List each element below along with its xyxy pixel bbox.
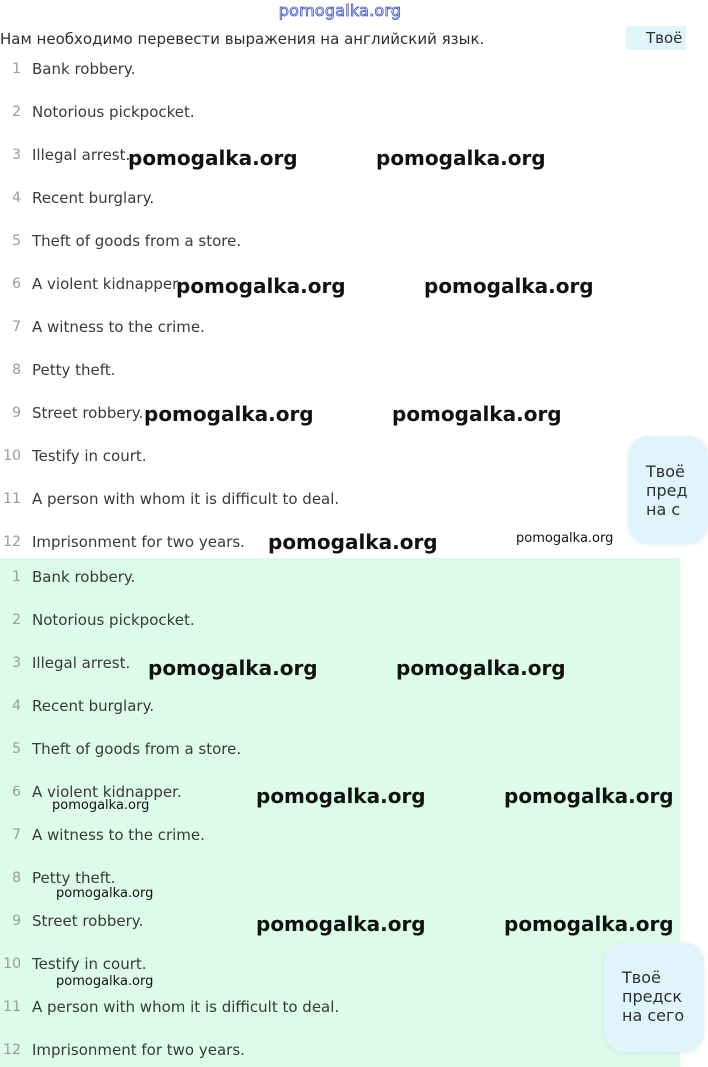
item-number: 8 <box>12 362 21 378</box>
item-text: Theft of goods from a store. <box>32 740 242 758</box>
watermark-text: pomogalka.org <box>268 530 438 554</box>
side-promo-tab[interactable]: Твоё <box>626 26 686 50</box>
horoscope-promo-card[interactable] <box>604 942 704 1052</box>
promo-line: Твоё <box>622 968 661 987</box>
item-text: Notorious pickpocket. <box>32 611 195 629</box>
item-text: A violent kidnapper. <box>32 783 182 801</box>
item-number: 3 <box>12 147 21 163</box>
item-text: Theft of goods from a store. <box>32 232 242 250</box>
item-number: 12 <box>3 534 21 550</box>
item-number: 6 <box>12 276 21 292</box>
item-number: 2 <box>12 612 21 628</box>
promo-line: Твоё <box>646 462 685 481</box>
item-text: A person with whom it is difficult to deal. <box>32 998 340 1016</box>
item-number: 12 <box>3 1042 21 1058</box>
item-text: Street robbery. <box>32 912 144 930</box>
item-text: Testify in court. <box>32 955 147 973</box>
watermark-text: pomogalka.org <box>256 912 426 936</box>
item-text: Petty theft. <box>32 869 116 887</box>
watermark-text: pomogalka.org <box>144 402 314 426</box>
watermark-text: pomogalka.org <box>504 784 674 808</box>
item-text: Recent burglary. <box>32 697 155 715</box>
item-text: Recent burglary. <box>32 189 155 207</box>
item-number: 6 <box>12 784 21 800</box>
watermark-text: pomogalka.org <box>396 656 566 680</box>
item-number: 8 <box>12 870 21 886</box>
watermark-text: pomogalka.org <box>376 146 546 170</box>
item-number: 3 <box>12 655 21 671</box>
item-text: Imprisonment for two years. <box>32 1041 245 1059</box>
task-instruction: Нам необходимо перевести выражения на английский язык. <box>0 30 485 48</box>
watermark-text: pomogalka.org <box>148 656 318 680</box>
item-text: Illegal arrest. <box>32 146 131 164</box>
item-text: Street robbery. <box>32 404 144 422</box>
item-number: 5 <box>12 233 21 249</box>
promo-line: пред <box>646 481 688 500</box>
item-text: Imprisonment for two years. <box>32 533 245 551</box>
watermark-text: pomogalka.org <box>52 798 150 813</box>
watermark-text: pomogalka.org <box>256 784 426 808</box>
item-number: 10 <box>3 448 21 464</box>
watermark-text: pomogalka.org <box>392 402 562 426</box>
watermark-text: pomogalka.org <box>516 531 614 546</box>
promo-line: на сего <box>622 1006 685 1025</box>
watermark-text: pomogalka.org <box>56 886 154 901</box>
item-number: 10 <box>3 956 21 972</box>
item-text: Testify in court. <box>32 447 147 465</box>
watermark-text: pomogalka.org <box>176 274 346 298</box>
item-number: 2 <box>12 104 21 120</box>
item-number: 5 <box>12 741 21 757</box>
item-number: 1 <box>12 569 21 585</box>
top-watermark: pomogalka.org <box>278 1 402 20</box>
item-text: Bank robbery. <box>32 60 136 78</box>
item-number: 11 <box>3 491 21 507</box>
item-text: A witness to the crime. <box>32 318 205 336</box>
horoscope-promo-card[interactable] <box>628 436 708 544</box>
item-text: Illegal arrest. <box>32 654 131 672</box>
promo-line: на с <box>646 500 681 519</box>
item-number: 4 <box>12 698 21 714</box>
item-number: 7 <box>12 319 21 335</box>
item-number: 7 <box>12 827 21 843</box>
item-number: 9 <box>12 405 21 421</box>
item-number: 1 <box>12 61 21 77</box>
item-number: 4 <box>12 190 21 206</box>
item-number: 9 <box>12 913 21 929</box>
item-text: Bank robbery. <box>32 568 136 586</box>
item-text: A person with whom it is difficult to deal. <box>32 490 340 508</box>
phrase-list-highlighted <box>0 558 680 1067</box>
promo-line: предск <box>622 987 682 1006</box>
watermark-text: pomogalka.org <box>128 146 298 170</box>
item-text: Notorious pickpocket. <box>32 103 195 121</box>
item-text: A witness to the crime. <box>32 826 205 844</box>
item-text: Petty theft. <box>32 361 116 379</box>
item-text: A violent kidnapper. <box>32 275 182 293</box>
item-number: 11 <box>3 999 21 1015</box>
watermark-text: pomogalka.org <box>504 912 674 936</box>
watermark-text: pomogalka.org <box>424 274 594 298</box>
watermark-text: pomogalka.org <box>56 974 154 989</box>
phrase-list-original <box>0 52 680 558</box>
